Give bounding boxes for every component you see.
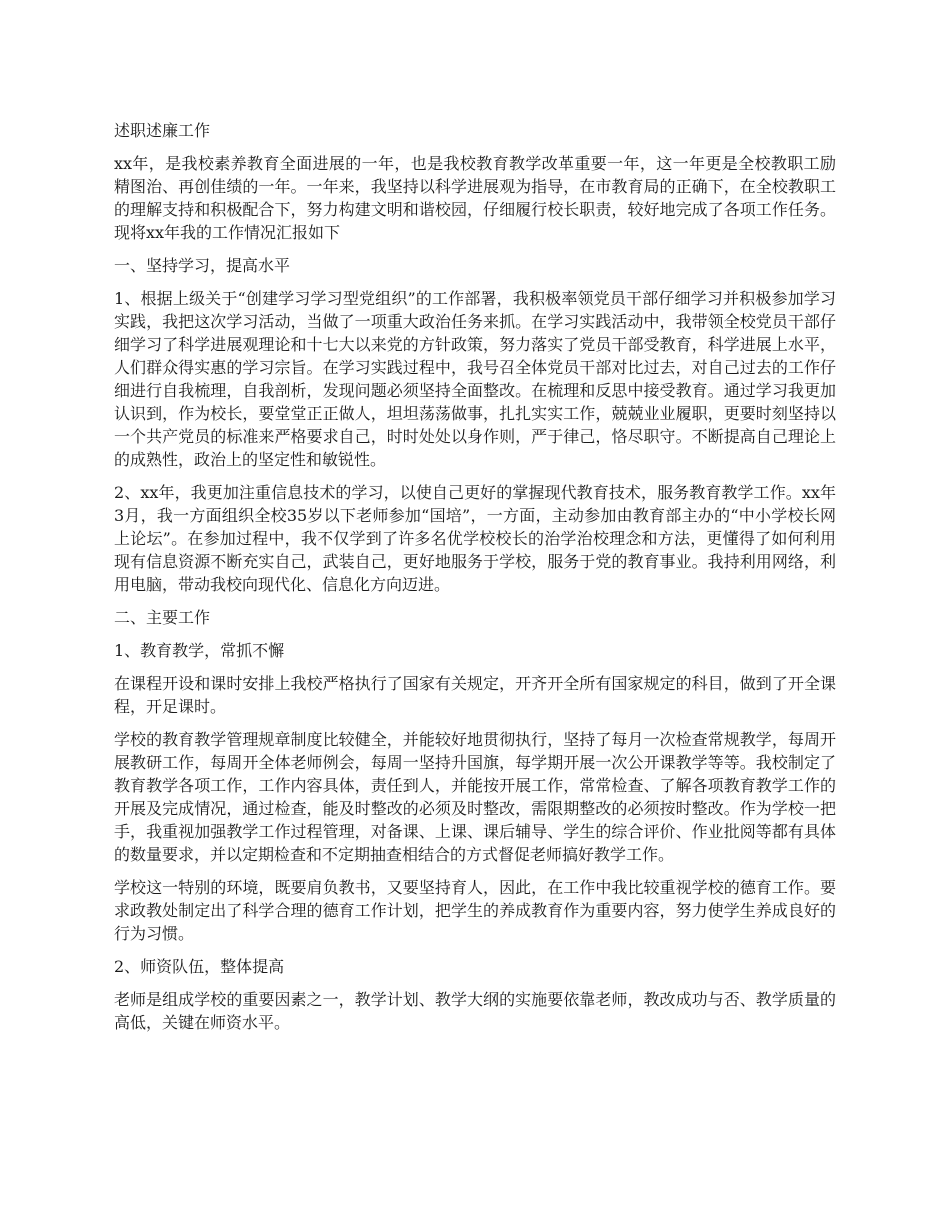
document-title: 述职述廉工作	[114, 121, 211, 140]
section-heading-2: 二、主要工作	[114, 608, 211, 627]
paragraph-moral-education: 学校这一特别的环境，既要肩负教书，又要坚持育人，因此，在工作中我比较重视学校的德育工作。要求政教处制定出了科学合理的德育工作计划，把学生的养成教育作为重要内容，努力使学生养成良好的行为习惯。	[114, 878, 836, 943]
subsection-heading-teaching: 1、教育教学，常抓不懈	[114, 641, 285, 660]
paragraph-teachers: 老师是组成学校的重要因素之一，教学计划、教学大纲的实施要依靠老师，教改成功与否、教学质量的高低，关键在师资水平。	[114, 990, 836, 1032]
paragraph-study-1: 1、根据上级关于“创建学习学习型党组织”的工作部署，我积极率领党员干部仔细学习并积极参加学习实践，我把这次学习活动，当做了一项重大政治任务来抓。在学习实践活动中，我带领全校党员干部仔细学习了科学进展观理论和十七大以来党的方针政策，努力落实了党员干部受教育，科学进展上水平，人们群众得实惠的学习宗旨。在学习实践过程中，我号召全体党员干部对比过去，对自己过去的工作仔细进行自我梳理，自我剖析，发现问题必须坚持全面整改。在梳理和反思中接受教育。通过学习我更加认识到，作为校长，要堂堂正正做人，坦坦荡荡做事，扎扎实实工作，兢兢业业履职，更要时刻坚持以一个共产党员的标准来严格要求自己，时时处处以身作则，严于律己，恪尽职守。不断提高自己理论上的成熟性，政治上的坚定性和敏锐性。	[114, 289, 836, 469]
paragraph-management: 学校的教育教学管理规章制度比较健全，并能较好地贯彻执行，坚持了每月一次检查常规教学，每周开展教研工作，每周开全体老师例会，每周一坚持升国旗，每学期开展一次公开课教学等等。我校制定了教育教学各项工作，工作内容具体，责任到人，并能按开展工作，常常检查、了解各项教育教学工作的开展及完成情况，通过检查，能及时整改的必须及时整改，需限期整改的必须按时整改。作为学校一把手，我重视加强教学工作过程管理，对备课、上课、课后辅导、学生的综合评价、作业批阅等都有具体的数量要求，并以定期检查和不定期抽查相结合的方式督促老师搞好教学工作。	[114, 730, 836, 864]
document-body	[114, 119, 836, 1044]
subsection-heading-teachers: 2、师资队伍，整体提高	[114, 957, 285, 976]
paragraph-curriculum: 在课程开设和课时安排上我校严格执行了国家有关规定，开齐开全所有国家规定的科目，做到了开全课程，开足课时。	[114, 674, 836, 716]
section-heading-1: 一、坚持学习，提高水平	[114, 256, 291, 275]
intro-paragraph: xx年，是我校素养教育全面进展的一年，也是我校教育教学改革重要一年，这一年更是全校教职工励精图治、再创佳绩的一年。一年来，我坚持以科学进展观为指导，在市教育局的正确下，在全校教职工的理解支持和积极配合下，努力构建文明和谐校园，仔细履行校长职责，较好地完成了各项工作任务。现将xx年我的工作情况汇报如下	[114, 154, 836, 242]
paragraph-study-2: 2、xx年，我更加注重信息技术的学习，以使自己更好的掌握现代教育技术，服务教育教学工作。xx年3月，我一方面组织全校35岁以下老师参加“国培”，一方面，主动参加由教育部主办的“中小学校长网上论坛”。在参加过程中，我不仅学到了许多名优学校校长的治学治校理念和方法，更懂得了如何利用现有信息资源不断充实自己，武装自己，更好地服务于学校，服务于党的教育事业。我持利用网络，利用电脑，带动我校向现代化、信息化方向迈进。	[114, 483, 836, 594]
